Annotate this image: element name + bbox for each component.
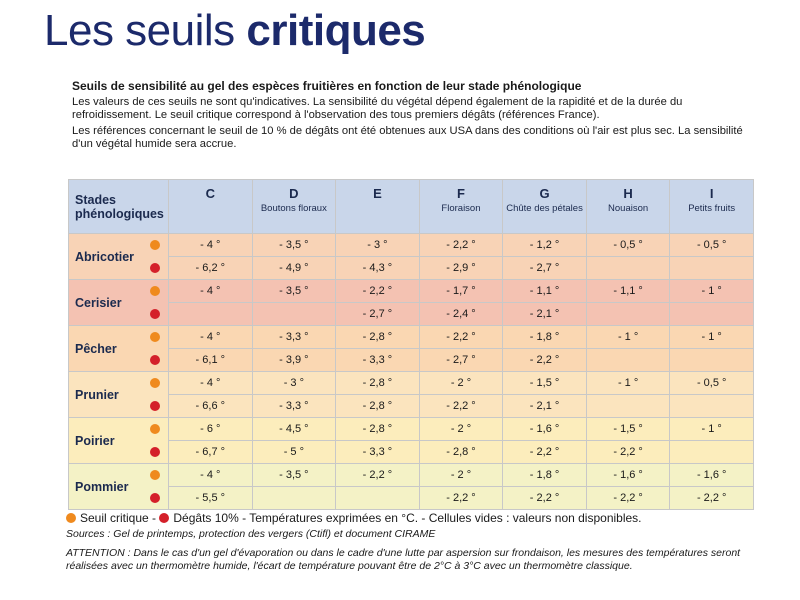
damage-value-cell: - 2,2 ° bbox=[503, 487, 587, 510]
stade-header: Stades phénologiques bbox=[69, 180, 169, 234]
damage-dot-icon bbox=[150, 355, 160, 365]
damage-value-cell: - 2,1 ° bbox=[503, 303, 587, 326]
table-row bbox=[69, 326, 754, 349]
critical-value-cell: - 1,5 ° bbox=[586, 418, 670, 441]
species-dots bbox=[150, 234, 160, 279]
species-name: Poirier bbox=[75, 433, 115, 448]
critical-value-cell: - 2,8 ° bbox=[336, 326, 420, 349]
stage-header bbox=[503, 180, 587, 234]
stage-letter: D bbox=[289, 186, 299, 201]
critical-value-cell: - 3,5 ° bbox=[252, 280, 336, 303]
critical-value-cell: - 4,5 ° bbox=[252, 418, 336, 441]
stage-header bbox=[336, 180, 420, 234]
critical-value-cell: - 0,5 ° bbox=[670, 372, 754, 395]
critical-value-cell: - 3 ° bbox=[252, 372, 336, 395]
critical-dot-icon bbox=[150, 332, 160, 342]
species-cell bbox=[69, 280, 169, 326]
critical-value-cell: - 3 ° bbox=[336, 234, 420, 257]
frost-threshold-table bbox=[68, 179, 754, 510]
stage-header bbox=[419, 180, 503, 234]
critical-value-cell: - 6 ° bbox=[169, 418, 253, 441]
critical-value-cell: - 0,5 ° bbox=[670, 234, 754, 257]
damage-value-cell bbox=[252, 303, 336, 326]
damage-value-cell: - 6,1 ° bbox=[169, 349, 253, 372]
damage-value-cell bbox=[670, 395, 754, 418]
orange-dot-icon bbox=[66, 513, 76, 523]
stage-letter: G bbox=[539, 186, 550, 201]
species-cell bbox=[69, 418, 169, 464]
critical-value-cell: - 1,6 ° bbox=[503, 418, 587, 441]
critical-value-cell: - 4 ° bbox=[169, 464, 253, 487]
damage-value-cell: - 6,7 ° bbox=[169, 441, 253, 464]
damage-value-cell bbox=[670, 349, 754, 372]
critical-dot-icon bbox=[150, 286, 160, 296]
stage-desc: Floraison bbox=[441, 203, 481, 214]
critical-value-cell: - 1,8 ° bbox=[503, 326, 587, 349]
critical-value-cell: - 4 ° bbox=[169, 234, 253, 257]
critical-value-cell: - 1,1 ° bbox=[586, 280, 670, 303]
table-row bbox=[69, 280, 754, 303]
damage-value-cell bbox=[586, 349, 670, 372]
table-row bbox=[69, 257, 754, 280]
attention-note: ATTENTION : Dans le cas d'un gel d'évaporation ou dans le cadre d'une lutte par aspersion sur frondaison, les mesures des températures seront réalisées avec un thermomètre humide, l'écart de température pouvant être de 2°C à 3°C avec un thermomètre classique. bbox=[66, 547, 741, 572]
critical-value-cell: - 3,3 ° bbox=[252, 326, 336, 349]
damage-value-cell bbox=[586, 395, 670, 418]
critical-value-cell: - 2,2 ° bbox=[336, 464, 420, 487]
critical-value-cell: - 1 ° bbox=[670, 326, 754, 349]
title-light: Les seuils bbox=[44, 6, 247, 55]
red-dot-icon bbox=[159, 513, 169, 523]
damage-value-cell bbox=[252, 487, 336, 510]
species-name: Abricotier bbox=[75, 249, 135, 264]
critical-value-cell: - 2,2 ° bbox=[336, 280, 420, 303]
critical-value-cell: - 3,5 ° bbox=[252, 464, 336, 487]
damage-value-cell: - 6,6 ° bbox=[169, 395, 253, 418]
critical-value-cell: - 2 ° bbox=[419, 372, 503, 395]
critical-value-cell: - 1,5 ° bbox=[503, 372, 587, 395]
damage-value-cell: - 6,2 ° bbox=[169, 257, 253, 280]
species-cell bbox=[69, 234, 169, 280]
critical-dot-icon bbox=[150, 424, 160, 434]
stage-header bbox=[670, 180, 754, 234]
damage-value-cell: - 2,7 ° bbox=[336, 303, 420, 326]
intro-heading: Seuils de sensibilité au gel des espèces fruitières en fonction de leur stade phénologique bbox=[72, 79, 582, 93]
title-bold: critiques bbox=[246, 6, 426, 55]
table-row bbox=[69, 234, 754, 257]
damage-value-cell: - 2,8 ° bbox=[336, 395, 420, 418]
critical-value-cell: - 1 ° bbox=[670, 418, 754, 441]
table-row bbox=[69, 487, 754, 510]
damage-value-cell bbox=[670, 257, 754, 280]
species-cell bbox=[69, 464, 169, 510]
stage-letter: H bbox=[623, 186, 633, 201]
critical-value-cell: - 0,5 ° bbox=[586, 234, 670, 257]
damage-value-cell: - 3,3 ° bbox=[252, 395, 336, 418]
stage-desc: Petits fruits bbox=[688, 203, 736, 214]
species-dots bbox=[150, 280, 160, 325]
damage-value-cell: - 2,2 ° bbox=[586, 487, 670, 510]
damage-value-cell bbox=[586, 303, 670, 326]
damage-value-cell bbox=[670, 303, 754, 326]
table-row bbox=[69, 441, 754, 464]
damage-value-cell bbox=[169, 303, 253, 326]
stage-letter: F bbox=[456, 186, 465, 201]
damage-value-cell: - 3,9 ° bbox=[252, 349, 336, 372]
sources-text: Sources : Gel de printemps, protection des vergers (Ctifl) et document CIRAME bbox=[66, 528, 436, 540]
damage-value-cell: - 2,2 ° bbox=[419, 395, 503, 418]
stage-header bbox=[169, 180, 253, 234]
species-name: Pêcher bbox=[75, 341, 117, 356]
damage-value-cell: - 2,2 ° bbox=[503, 441, 587, 464]
critical-dot-icon bbox=[150, 240, 160, 250]
damage-value-cell: - 4,3 ° bbox=[336, 257, 420, 280]
critical-value-cell: - 1 ° bbox=[670, 280, 754, 303]
critical-value-cell: - 2 ° bbox=[419, 418, 503, 441]
critical-value-cell: - 4 ° bbox=[169, 372, 253, 395]
stage-letter: C bbox=[205, 186, 215, 201]
damage-value-cell: - 2,2 ° bbox=[586, 441, 670, 464]
species-name: Prunier bbox=[75, 387, 119, 402]
table-row bbox=[69, 349, 754, 372]
critical-value-cell: - 2,8 ° bbox=[336, 418, 420, 441]
critical-value-cell: - 2,2 ° bbox=[419, 234, 503, 257]
legend bbox=[66, 511, 642, 525]
species-dots bbox=[150, 326, 160, 371]
damage-value-cell: - 2,9 ° bbox=[419, 257, 503, 280]
species-dots bbox=[150, 372, 160, 417]
table-body bbox=[69, 234, 754, 510]
damage-value-cell: - 5,5 ° bbox=[169, 487, 253, 510]
critical-value-cell: - 1,1 ° bbox=[503, 280, 587, 303]
critical-value-cell: - 2,8 ° bbox=[336, 372, 420, 395]
critical-dot-icon bbox=[150, 378, 160, 388]
damage-value-cell: - 4,9 ° bbox=[252, 257, 336, 280]
damage-value-cell: - 2,7 ° bbox=[503, 257, 587, 280]
critical-value-cell: - 1,6 ° bbox=[670, 464, 754, 487]
critical-value-cell: - 1,2 ° bbox=[503, 234, 587, 257]
table-row bbox=[69, 395, 754, 418]
critical-value-cell: - 4 ° bbox=[169, 326, 253, 349]
intro-paragraph-2: Les références concernant le seuil de 10 % de dégâts ont été obtenues aux USA dans des conditions où l'air est plus sec. La sensibilité d'un végétal humide sera accrue. bbox=[72, 124, 743, 151]
table-row bbox=[69, 372, 754, 395]
stage-header bbox=[586, 180, 670, 234]
table-row bbox=[69, 464, 754, 487]
legend-critical-label: Seuil critique - bbox=[80, 511, 157, 525]
table-row bbox=[69, 418, 754, 441]
damage-value-cell bbox=[586, 257, 670, 280]
critical-value-cell: - 2 ° bbox=[419, 464, 503, 487]
damage-dot-icon bbox=[150, 401, 160, 411]
stage-letter: E bbox=[373, 186, 382, 201]
table-header-row bbox=[69, 180, 754, 234]
critical-dot-icon bbox=[150, 470, 160, 480]
critical-value-cell: - 3,5 ° bbox=[252, 234, 336, 257]
damage-value-cell: - 5 ° bbox=[252, 441, 336, 464]
species-name: Cerisier bbox=[75, 295, 122, 310]
species-name: Pommier bbox=[75, 479, 129, 494]
species-dots bbox=[150, 464, 160, 509]
critical-value-cell: - 2,2 ° bbox=[419, 326, 503, 349]
legend-damage-label: Dégâts 10% - Températures exprimées en °C. - Cellules vides : valeurs non disponibles. bbox=[173, 511, 642, 525]
damage-value-cell bbox=[336, 487, 420, 510]
damage-value-cell: - 2,1 ° bbox=[503, 395, 587, 418]
stage-desc: Boutons floraux bbox=[260, 203, 327, 214]
species-cell bbox=[69, 326, 169, 372]
intro-text bbox=[72, 80, 762, 154]
damage-value-cell: - 2,8 ° bbox=[419, 441, 503, 464]
damage-value-cell: - 2,2 ° bbox=[419, 487, 503, 510]
damage-dot-icon bbox=[150, 309, 160, 319]
stage-desc: Chûte des pétales bbox=[506, 203, 583, 214]
species-cell bbox=[69, 372, 169, 418]
intro-paragraph-1: Les valeurs de ces seuils ne sont qu'indicatives. La sensibilité du végétal dépend également de la rapidité et de la durée du refroidissement. Le seuil critique correspond à l'observation des tous premiers dégâts (références France). bbox=[72, 95, 683, 122]
stage-desc: Nouaison bbox=[608, 203, 649, 214]
damage-value-cell: - 3,3 ° bbox=[336, 349, 420, 372]
table-row bbox=[69, 303, 754, 326]
critical-value-cell: - 1,8 ° bbox=[503, 464, 587, 487]
critical-value-cell: - 1 ° bbox=[586, 326, 670, 349]
damage-dot-icon bbox=[150, 263, 160, 273]
damage-value-cell: - 2,2 ° bbox=[503, 349, 587, 372]
damage-value-cell: - 2,2 ° bbox=[670, 487, 754, 510]
critical-value-cell: - 1 ° bbox=[586, 372, 670, 395]
damage-value-cell bbox=[670, 441, 754, 464]
stage-letter: I bbox=[709, 186, 714, 201]
critical-value-cell: - 4 ° bbox=[169, 280, 253, 303]
damage-value-cell: - 2,7 ° bbox=[419, 349, 503, 372]
damage-value-cell: - 2,4 ° bbox=[419, 303, 503, 326]
page-title bbox=[44, 6, 425, 56]
damage-dot-icon bbox=[150, 493, 160, 503]
damage-value-cell: - 3,3 ° bbox=[336, 441, 420, 464]
species-dots bbox=[150, 418, 160, 463]
critical-value-cell: - 1,7 ° bbox=[419, 280, 503, 303]
damage-dot-icon bbox=[150, 447, 160, 457]
critical-value-cell: - 1,6 ° bbox=[586, 464, 670, 487]
stage-header bbox=[252, 180, 336, 234]
